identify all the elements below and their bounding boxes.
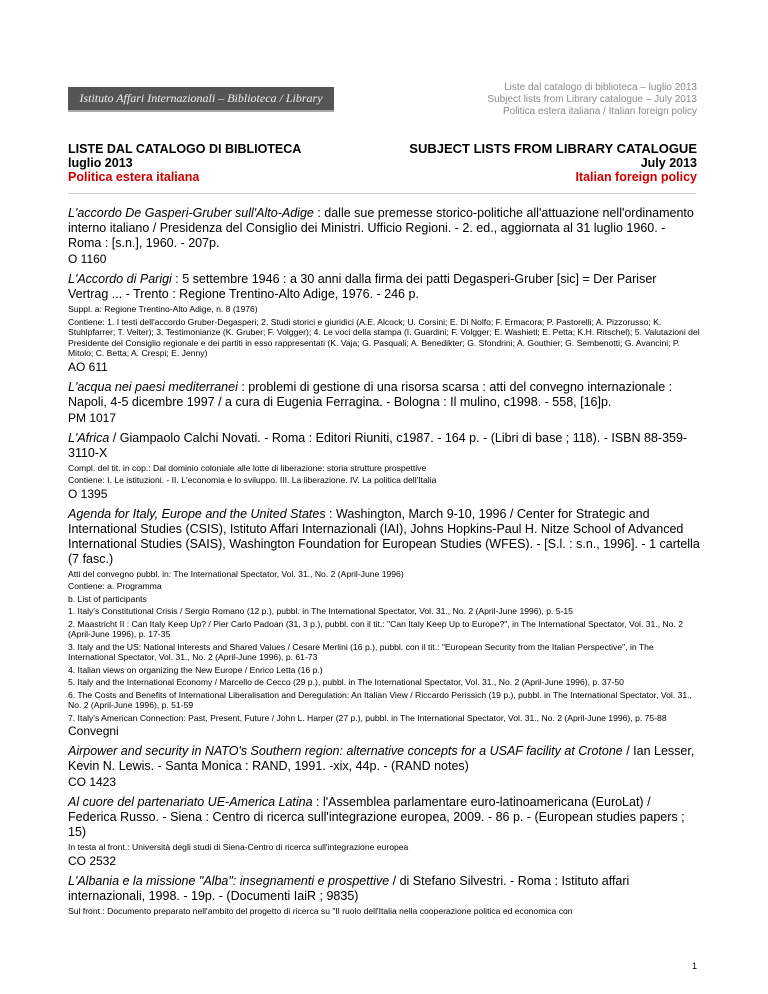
entry-citation: [68, 206, 700, 251]
shelf-mark: CO 2532: [68, 853, 117, 868]
shelf-mark: O 1395: [68, 486, 108, 501]
entry-title[interactable]: L'Albania e la missione "Alba": insegnamenti e prospettive: [68, 873, 390, 888]
entry-note: 4. Italian views on organizing the New Europe / Enrico Letta (16 p.): [68, 664, 323, 675]
entry-note: Atti del convegno pubbl. in: The International Spectator, Vol. 31., No. 2 (April-June 1996): [68, 568, 404, 579]
catalogue-entry: [68, 431, 700, 501]
shelf-mark: O 1160: [68, 252, 107, 266]
entry-citation: [68, 874, 700, 904]
header-divider: [68, 193, 696, 194]
catalogue-entry: [68, 744, 700, 789]
entry-title[interactable]: Airpower and security in NATO's Southern region: alternative concepts for a USAF facility at Crotone: [68, 744, 623, 758]
entry-note: 2. Maastricht II : Can Italy Keep Up? / Pier Carlo Padoan (31, 3 p.), pubbl. con il tit.: "Can Italy Keep Up to Europe?", in The International Spectator, Vol. 31., No. 2 (April-June 1996), p. 17-35: [68, 618, 684, 639]
entry-description: : l'Assemblea parlamentare euro-latinoamericana (EuroLat) / Federica Russo. - Siena : Centro di ricerca sull'integrazione europea, 2009. - 86 p. - (European studies papers ; 15): [68, 795, 685, 839]
entry-title[interactable]: Al cuore del partenariato UE-America Latina: [68, 795, 313, 809]
entry-citation: [68, 507, 700, 567]
entry-description: / Ian Lesser, Kevin N. Lewis. - Santa Monica : RAND, 1991. -xix, 44p. - (RAND notes): [68, 744, 695, 773]
entry-note: 3. Italy and the US: National Interests and Shared Values / Cesare Merlini (16 p.), pubbl. con il tit.: "European Security from the Italian Perspective", in The International Spectator, Vol. 31., No. 2 (April-June 1996), p. 61-73: [68, 641, 654, 662]
page-number: 1: [691, 961, 697, 971]
entry-title[interactable]: L'Accordo di Parigi: [68, 272, 172, 286]
entry-note: Contiene: a. Programma: [68, 581, 162, 591]
entry-title[interactable]: L'accordo De Gasperi-Gruber sull'Alto-Adige: [68, 206, 314, 220]
catalogue-entry: [68, 206, 700, 266]
catalogue-entries: [68, 206, 700, 922]
english-heading-subject: Italian foreign policy: [575, 170, 697, 184]
running-header-line: Politica estera italiana / Italian foreign policy: [503, 106, 697, 117]
entry-note: 6. The Costs and Benefits of International Liberalisation and Deregulation: An Italian View / Riccardo Perissich (19 p.), pubbl. in The International Spectator, Vol. 31., No. 2 (April-June 1996), p. 51-59: [68, 689, 692, 710]
entry-title[interactable]: L'acqua nei paesi mediterranei: [68, 379, 238, 394]
english-heading-date: July 2013: [640, 156, 697, 170]
entry-title[interactable]: L'Africa: [68, 430, 110, 445]
entry-description: : dalle sue premesse storico-politiche all'attuazione nell'ordinamento interno italiano / Presidenza del Consiglio dei Ministri. Ufficio Regioni. - 2. ed., aggiornata al 31 luglio 1960. - Roma : [s.n.], 1960. - 207p.: [68, 206, 694, 250]
entry-note: Compl. del tit. in cop.: Dal dominio coloniale alle lotte di liberazione: storia strutture prospettive: [68, 462, 427, 473]
running-header-line: Subject lists from Library catalogue – July 2013: [487, 94, 697, 105]
catalogue-entry: [68, 507, 700, 739]
english-heading: [409, 142, 697, 184]
entry-note: Sul front.: Documento preparato nell'ambito del progetto di ricerca su "Il ruolo dell'Italia nella cooperazione politica ed economica con: [68, 905, 573, 916]
entry-note: 1. Italy's Constitutional Crisis / Sergio Romano (12 p.), pubbl. in The International Spectator, Vol. 31., No. 2 (April-June 1996), p. 5-15: [68, 606, 573, 616]
entry-citation: [68, 272, 700, 302]
italian-heading-title: LISTE DAL CATALOGO DI BIBLIOTECA: [68, 142, 302, 156]
entry-citation: [68, 431, 700, 461]
catalogue-entry: [68, 272, 700, 374]
italian-heading-subject: Politica estera italiana: [68, 170, 200, 184]
entry-note: In testa al front.: Università degli studi di Siena-Centro di ricerca sull'integrazione europea: [68, 842, 409, 852]
english-heading-title: SUBJECT LISTS FROM LIBRARY CATALOGUE: [409, 141, 697, 156]
catalogue-entry: [68, 795, 700, 868]
italian-heading-date: luglio 2013: [68, 156, 133, 170]
entry-description: : Washington, March 9-10, 1996 / Center for Strategic and International Studies (CSIS), Istituto Affari Internazionali (IAI), Johns Hopkins-Paul H. Nitze School of Advanced International Studies (SAIS), Washington Foundation for European Studies (WFES). - [S.l. : s.n., 1996]. - 1 cartella (7 fasc.): [68, 506, 700, 566]
entry-title[interactable]: Agenda for Italy, Europe and the United States: [68, 506, 326, 521]
shelf-mark: PM 1017: [68, 410, 117, 425]
entry-citation: [68, 795, 700, 840]
entry-note: Suppl. a: Regione Trentino-Alto Adige, n. 8 (1976): [68, 304, 258, 314]
shelf-mark: CO 1423: [68, 775, 117, 789]
catalogue-entry: [68, 380, 700, 425]
entry-description: : problemi di gestione di una risorsa scarsa : atti del convegno internazionale : Napoli, 4-5 dicembre 1997 / a cura di Eugenia Ferragina. - Bologna : Il mulino, c1998. - 558, [16]p.: [68, 379, 673, 409]
entry-note: b. List of participants: [68, 593, 147, 604]
entry-note: Contiene: I. Le istituzioni. - II. L'economia e lo sviluppo. III. La liberazione. IV. La politica dell'Italia: [68, 475, 437, 485]
running-header-line: Liste dal catalogo di biblioteca – luglio 2013: [504, 82, 697, 93]
entry-description: / di Stefano Silvestri. - Roma : Istituto affari internazionali, 1998. - 19p. - (Documenti IaiR ; 9835): [68, 873, 630, 903]
entry-note: Contiene: 1. I testi dell'accordo Gruber-Degasperi; 2. Studi storici e giuridici (A.E. Alcock; U. Corsini; E. Di Nolfo; F. Ermacora; P. Pastorelli; A. Pizzorusso; K. Stuhlpfarrer; T. Veiter); 3. Testimonianze (K. Gruber; F. Volgger); 4. Le voci della stampa (I. Guardini; F. Volgger; E. Washietl; E. Petta; K.H. Ritschel); 5. Valutazioni del Presidente del Consiglio regionale e dei partiti in esso rappresentati (K. Vaja; G. Pasquali; A. Benedikter; G. Sfondrini; A. Gouthier; G. Sembenotti; G. Avancini; P. Mitolo; C. Betta; A. Crespi; E. Jenny): [68, 316, 700, 358]
entry-citation: [68, 744, 700, 774]
shelf-mark: Convegni: [68, 724, 119, 738]
entry-description: / Giampaolo Calchi Novati. - Roma : Editori Riuniti, c1987. - 164 p. - (Libri di base ; 118). - ISBN 88-359-3110-X: [68, 430, 688, 460]
running-header: [487, 82, 697, 118]
entry-note: 7. Italy's American Connection: Past, Present, Future / John L. Harper (27 p.), pubbl. in The International Spectator, Vol. 31., No. 2 (April-June 1996), p. 75-88: [68, 712, 667, 723]
catalogue-entry: [68, 874, 700, 917]
entry-note: 5. Italy and the International Economy / Marcello de Cecco (29 p.), pubbl. in The International Spectator, Vol. 31., No. 2 (April-June 1996), p. 37-50: [68, 677, 624, 687]
entry-description: : 5 settembre 1946 : a 30 anni dalla firma dei patti Degasperi-Gruber [sic] = Der Pariser Vertrag ... - Trento : Regione Trentino-Alto Adige, 1976. - 246 p.: [68, 272, 657, 301]
library-banner: Istituto Affari Internazionali – Biblioteca / Library: [68, 87, 334, 112]
italian-heading: [68, 142, 301, 184]
entry-citation: [68, 380, 700, 410]
shelf-mark: AO 611: [68, 359, 108, 374]
